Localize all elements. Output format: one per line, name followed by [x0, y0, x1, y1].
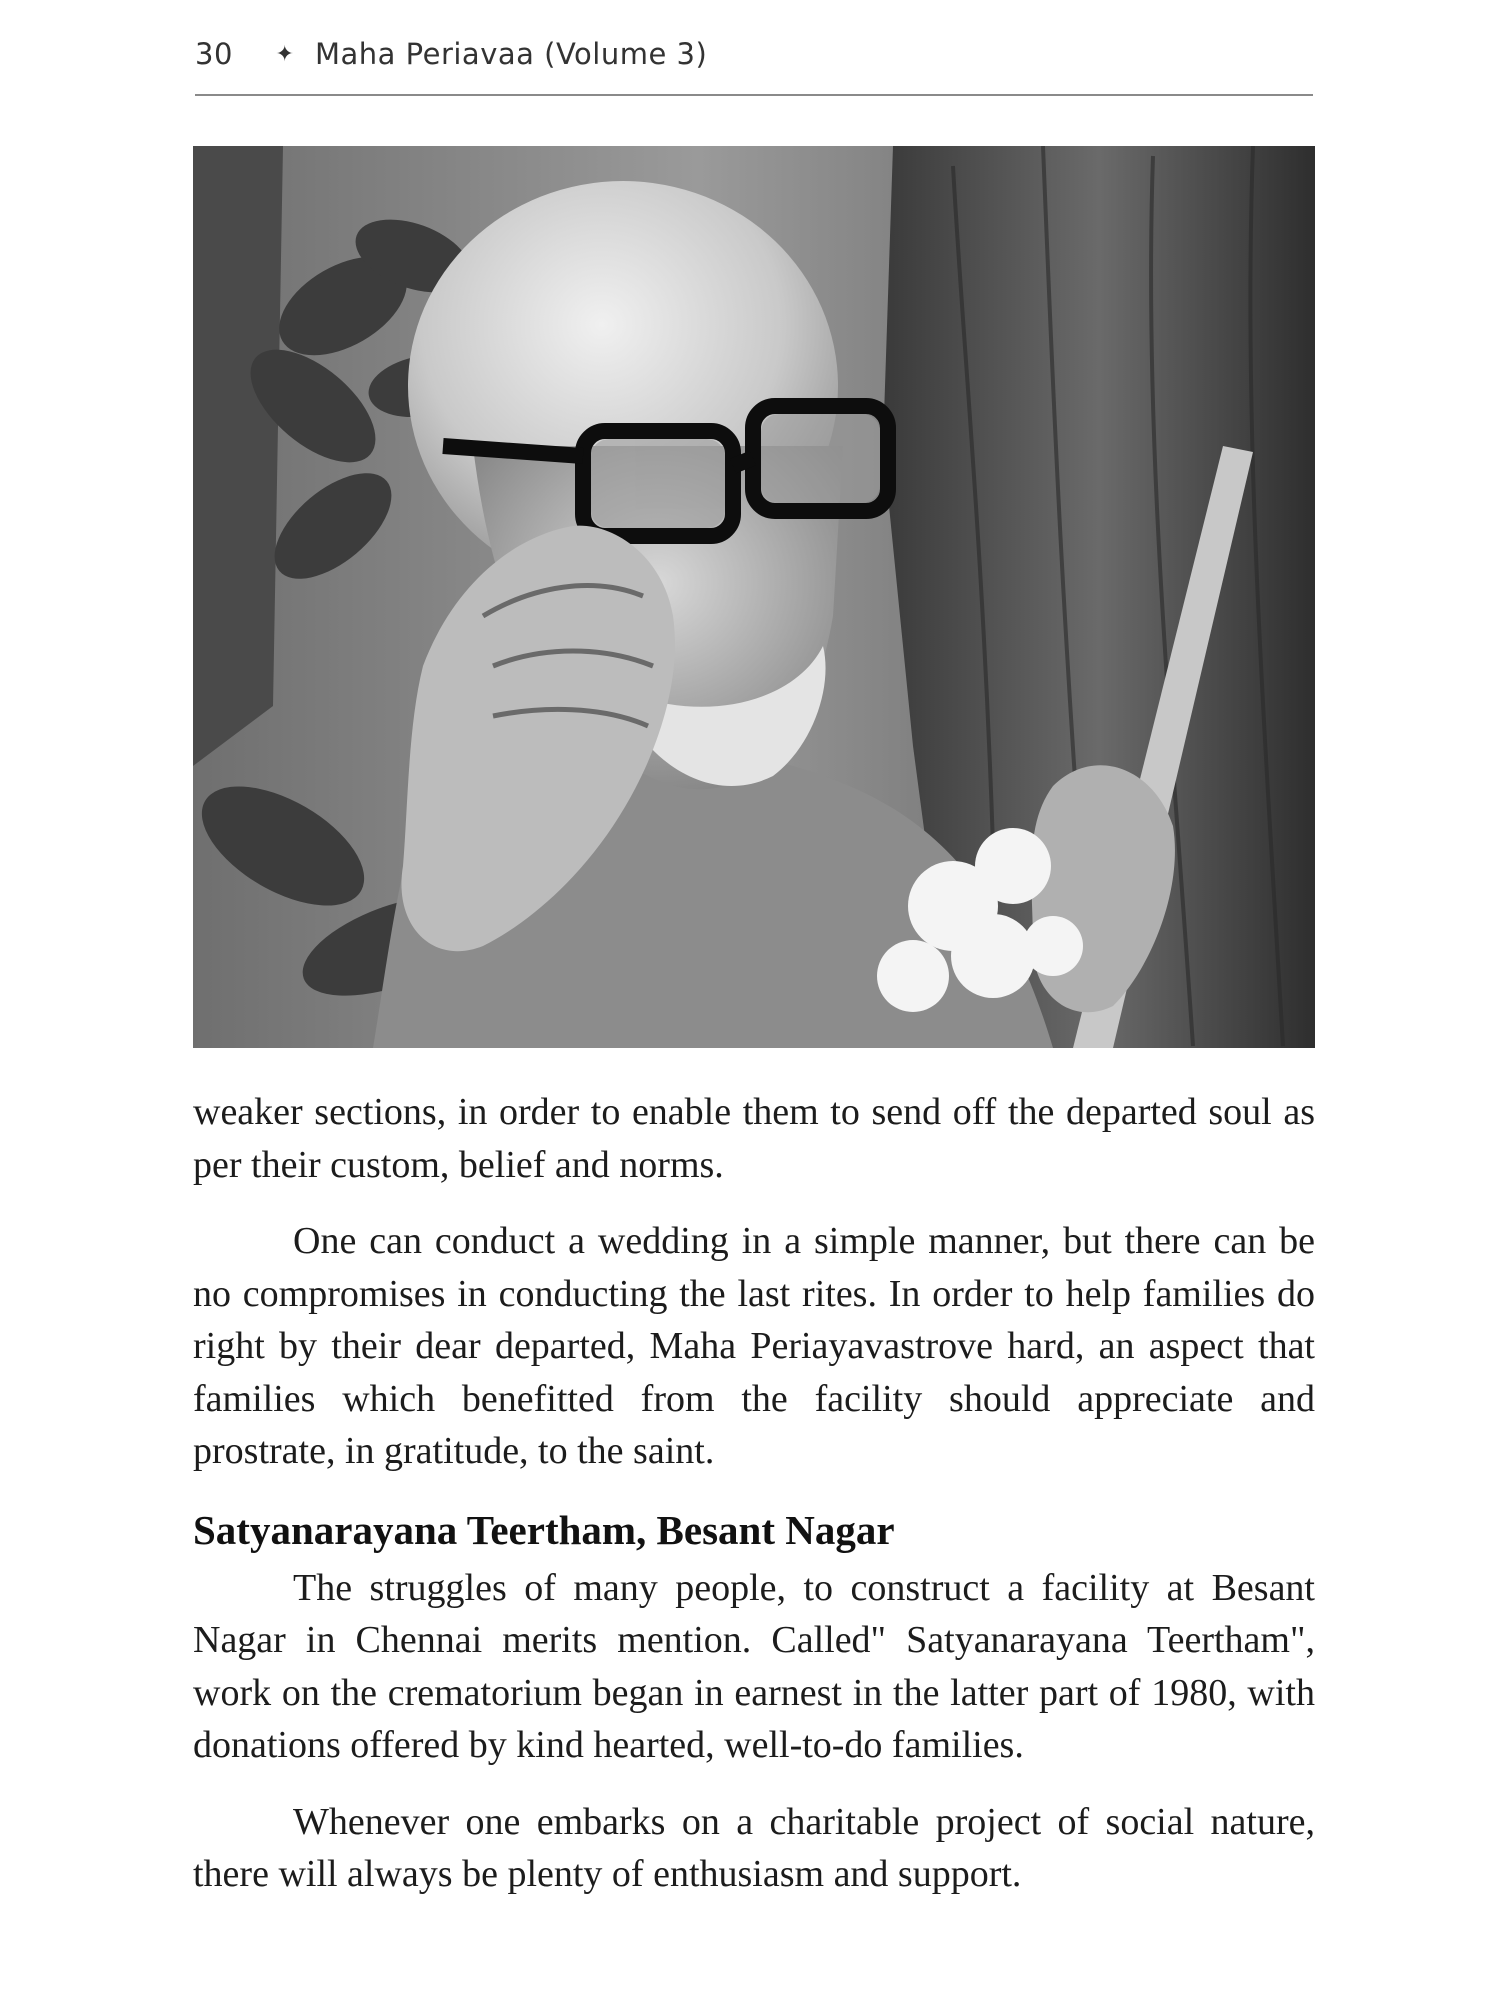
paragraph: The struggles of many people, to construct a facility at Besant Nagar in Chennai merits mention. Called" Satyanarayana Teertham", work on the crematorium began in earnest in the latter part of 1980, with donations offered by kind hearted, well-to-do families.	[193, 1566, 1315, 1766]
header-separator-icon: ✦	[275, 41, 295, 67]
body-text	[193, 1086, 1315, 1901]
running-header	[195, 34, 1313, 74]
header-rule	[195, 94, 1313, 96]
paragraph-continued: weaker sections, in order to enable them to send off the departed soul as per their custom, belief and norms.	[193, 1091, 1315, 1186]
paragraph: One can conduct a wedding in a simple manner, but there can be no compromises in conducting the last rites. In order to help families do right by their dear departed, Maha Periayavastrove hard, an aspect that families which benefitted from the facility should appreciate and prostrate, in gratitude, to the saint.	[193, 1220, 1315, 1472]
book-title: Maha Periavaa (Volume 3)	[315, 37, 708, 71]
page-number: 30	[195, 37, 233, 71]
section-heading: Satyanarayana Teertham, Besant Nagar	[193, 1506, 895, 1553]
photograph	[193, 146, 1315, 1048]
paragraph: Whenever one embarks on a charitable project of social nature, there will always be plenty of enthusiasm and support.	[193, 1800, 1315, 1895]
photo-elderly-sage-with-spectacles	[193, 146, 1315, 1048]
